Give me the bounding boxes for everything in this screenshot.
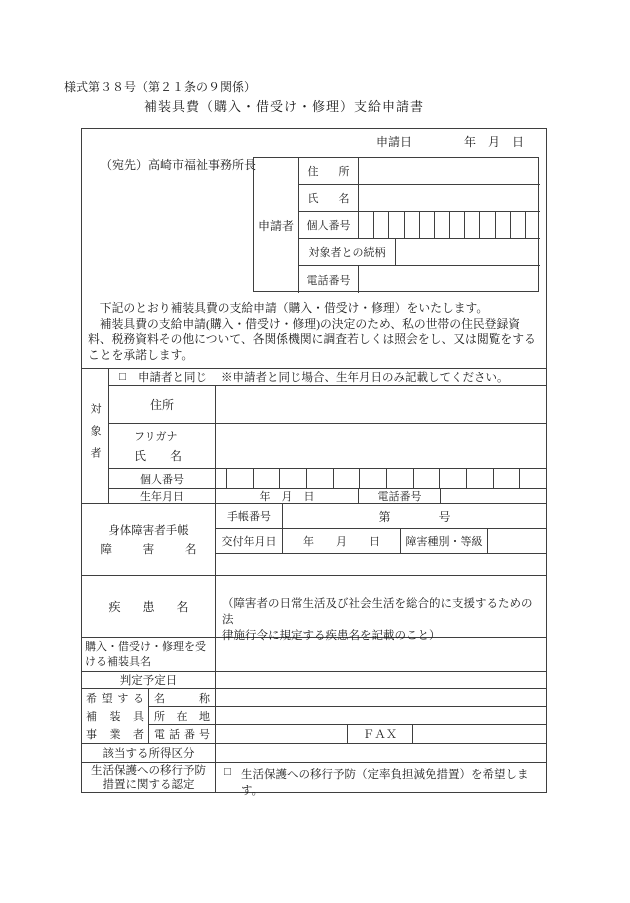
subject-same-row [109, 369, 546, 386]
digit-box [227, 469, 254, 488]
digit-box [435, 212, 450, 238]
same-as-applicant-label: 申請者と同じ [137, 372, 207, 384]
applicant-table [253, 157, 539, 292]
subject-address-input [216, 386, 546, 424]
handbook-number-value: 第 号 [283, 504, 546, 529]
vendor-fax-label: ＦＡＸ [348, 725, 413, 744]
addressee: （宛先）高崎市福祉事務所長 [100, 158, 257, 172]
applicant-address-input [359, 158, 540, 185]
disease-label: 疾 患 名 [82, 576, 216, 638]
digit-box [387, 469, 414, 488]
vendor-phone-input [216, 725, 348, 744]
handbook-issue-label: 交付年月日 [216, 529, 283, 554]
handbook-group-label-line1: 身体障害者手帳 [108, 525, 189, 537]
digit-box [496, 212, 511, 238]
application-date-label: 申請日 [375, 135, 412, 149]
applicant-phone-label: 電話番号 [299, 266, 359, 293]
subject-personal-number-boxes [216, 469, 546, 489]
vendor-address-input [216, 707, 546, 725]
handbook-class-label: 障害種別・等級 [401, 529, 488, 554]
same-as-applicant-checkbox[interactable]: □ [119, 371, 126, 383]
digit-box [440, 469, 467, 488]
application-date-units: 年 月 日 [463, 135, 524, 149]
handbook-number-label: 手帳番号 [216, 504, 283, 529]
vendor-name-input [216, 689, 546, 707]
device-label-line2: ける補装具名 [85, 655, 151, 668]
subject-furigana-label: フリガナ [134, 431, 178, 443]
application-date-row [376, 133, 524, 150]
digit-box [389, 212, 404, 238]
welfare-transition-checkbox[interactable]: □ [224, 766, 231, 778]
device-input [216, 638, 546, 672]
digit-box [374, 212, 389, 238]
vendor-group-label: 希 望 す る 補 装 具 事 業 者 [82, 689, 149, 744]
subject-address-label: 住所 [109, 386, 216, 424]
digit-box [334, 469, 361, 488]
handbook-issue-units: 年 月 日 [283, 529, 401, 554]
applicant-name-input [359, 185, 540, 212]
digit-box [307, 469, 334, 488]
handbook-group-label: 身体障害者手帳 障 害 名 [82, 504, 216, 576]
digit-boxes [359, 212, 540, 238]
applicant-group-label: 申請者 [254, 158, 299, 293]
applicant-personal-number-label: 個人番号 [299, 212, 359, 239]
disease-note-line2: 律施行令に規定する疾患名を記載のこと） [222, 630, 441, 642]
digit-box [511, 212, 526, 238]
form-outer-box [81, 128, 547, 797]
digit-box [420, 212, 435, 238]
subject-phone-input [441, 489, 546, 504]
subject-birthdate-units: 年 月 日 [216, 489, 359, 504]
vendor-name-label: 名 称 [149, 689, 216, 707]
applicant-address-label: 住 所 [299, 158, 359, 185]
welfare-label-line1: 生活保護への移行予防 [91, 765, 206, 777]
digit-box [360, 469, 387, 488]
device-label-line1: 購入・借受け・修理を受 [85, 640, 206, 653]
vendor-phone-label: 電 話 番 号 [149, 725, 216, 744]
consent-line-2: 補装具費の支給申請(購入・借受け・修理)の決定のため、私の世帯の住民登録資料、税務資料その他について、各関係機関に調査若しくは照会をし、又は閲覧をすることを承諾します。 [88, 316, 536, 362]
welfare-label-line2: 措置に関する認定 [102, 779, 195, 791]
digit-box [414, 469, 441, 488]
digit-box [405, 212, 420, 238]
disease-note-line1: （障害者の日常生活及び社会生活を総合的に支援するための法 [222, 598, 533, 626]
device-label [82, 638, 216, 672]
consent-paragraph [88, 301, 540, 363]
subject-group-label: 対象者 [82, 369, 109, 504]
subject-name-label: フリガナ 氏 名 [109, 424, 216, 469]
page-title: 補装具費（購入・借受け・修理）支給申請書 [143, 99, 424, 114]
subject-personal-number-label: 個人番号 [109, 469, 216, 489]
applicant-relationship-input [396, 239, 540, 266]
disease-input [216, 576, 546, 642]
vendor-fax-input [413, 725, 546, 744]
applicant-personal-number-boxes [359, 212, 540, 239]
judgement-date-input [216, 672, 546, 689]
income-category-label: 該当する所得区分 [82, 744, 216, 763]
applicant-name-label: 氏 名 [299, 185, 359, 212]
subject-birthdate-label: 生年月日 [109, 489, 216, 504]
digit-box [526, 212, 540, 238]
digit-box [480, 212, 495, 238]
digit-box [359, 212, 374, 238]
judgement-date-label: 判定予定日 [82, 672, 216, 689]
form-number: 様式第３８号（第２１条の９関係） [64, 80, 257, 94]
consent-line-1: 下記のとおり補装具費の支給申請（購入・借受け・修理）をいたします。 [99, 301, 489, 315]
vendor-address-label: 所 在 地 [149, 707, 216, 725]
subject-name-input [216, 424, 546, 469]
digit-box [254, 469, 281, 488]
handbook-class-input [488, 529, 546, 554]
main-table [82, 368, 546, 797]
digit-boxes [227, 469, 546, 488]
digit-box [450, 212, 465, 238]
same-as-applicant-note: ※申請者と同じ場合、生年月日のみ記載してください。 [220, 372, 509, 384]
digit-box [520, 469, 546, 488]
income-category-input [216, 744, 546, 763]
applicant-relationship-label: 対象者との続柄 [299, 239, 396, 266]
handbook-disability-name-input [216, 554, 546, 576]
digit-box-spacer [216, 469, 227, 488]
digit-box [280, 469, 307, 488]
applicant-phone-input [359, 266, 540, 293]
subject-phone-label: 電話番号 [359, 489, 441, 504]
welfare-statement-row [216, 763, 546, 797]
digit-box [465, 212, 480, 238]
welfare-statement: 生活保護への移行予防（定率負担減免措置）を希望します。 [240, 769, 529, 797]
digit-box [494, 469, 521, 488]
welfare-label [82, 763, 216, 793]
digit-box [467, 469, 494, 488]
